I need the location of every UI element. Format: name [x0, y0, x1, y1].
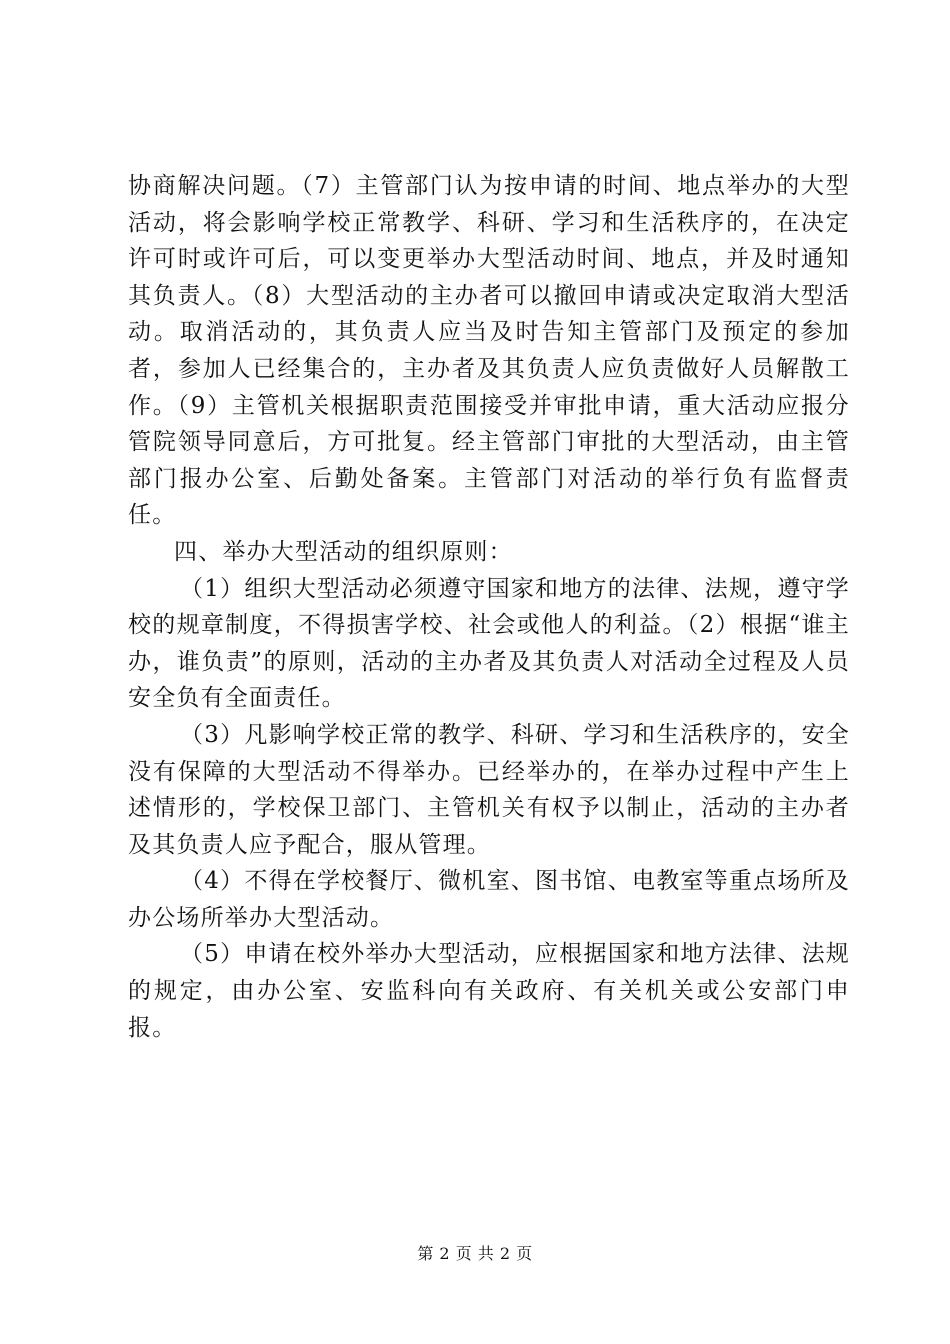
document-body: [128, 168, 850, 1046]
paragraph-continuation: 协商解决问题。（7）主管部门认为按申请的时间、地点举办的大型活动，将会影响学校正常教学、科研、学习和生活秩序的，在决定许可时或许可后，可以变更举办大型活动时间、地点，并及时通知其负责人。（8）大型活动的主办者可以撤回申请或决定取消大型活动。取消活动的，其负责人应当及时告知主管部门及预定的参加者，参加人已经集合的，主办者及其负责人应负责做好人员解散工作。（9）主管机关根据职责范围接受并审批申请，重大活动应报分管院领导同意后，方可批复。经主管部门审批的大型活动，由主管部门报办公室、后勤处备案。主管部门对活动的举行负有监督责任。: [128, 173, 850, 529]
paragraph-principle-3: （3）凡影响学校正常的教学、科研、学习和生活秩序的，安全没有保障的大型活动不得举办。已经举办的，在举办过程中产生上述情形的，学校保卫部门、主管机关有权予以制止，活动的主办者及其负责人应予配合，服从管理。: [128, 721, 850, 858]
paragraph-principle-1-2: （1）组织大型活动必须遵守国家和地方的法律、法规，遵守学校的规章制度，不得损害学校、社会或他人的利益。（2）根据“谁主办，谁负责”的原则，活动的主办者及其负责人对活动全过程及人员安全负有全面责任。: [128, 575, 850, 712]
section-heading: 四、举办大型活动的组织原则：: [174, 538, 513, 565]
paragraph-principle-5: （5）申请在校外举办大型活动，应根据国家和地方法律、法规的规定，由办公室、安监科向有关政府、有关机关或公安部门申报。: [128, 941, 850, 1041]
page-footer: 第 2 页 共 2 页: [417, 1244, 533, 1263]
paragraph-principle-4: （4）不得在学校餐厅、微机室、图书馆、电教室等重点场所及办公场所举办大型活动。: [128, 868, 850, 931]
